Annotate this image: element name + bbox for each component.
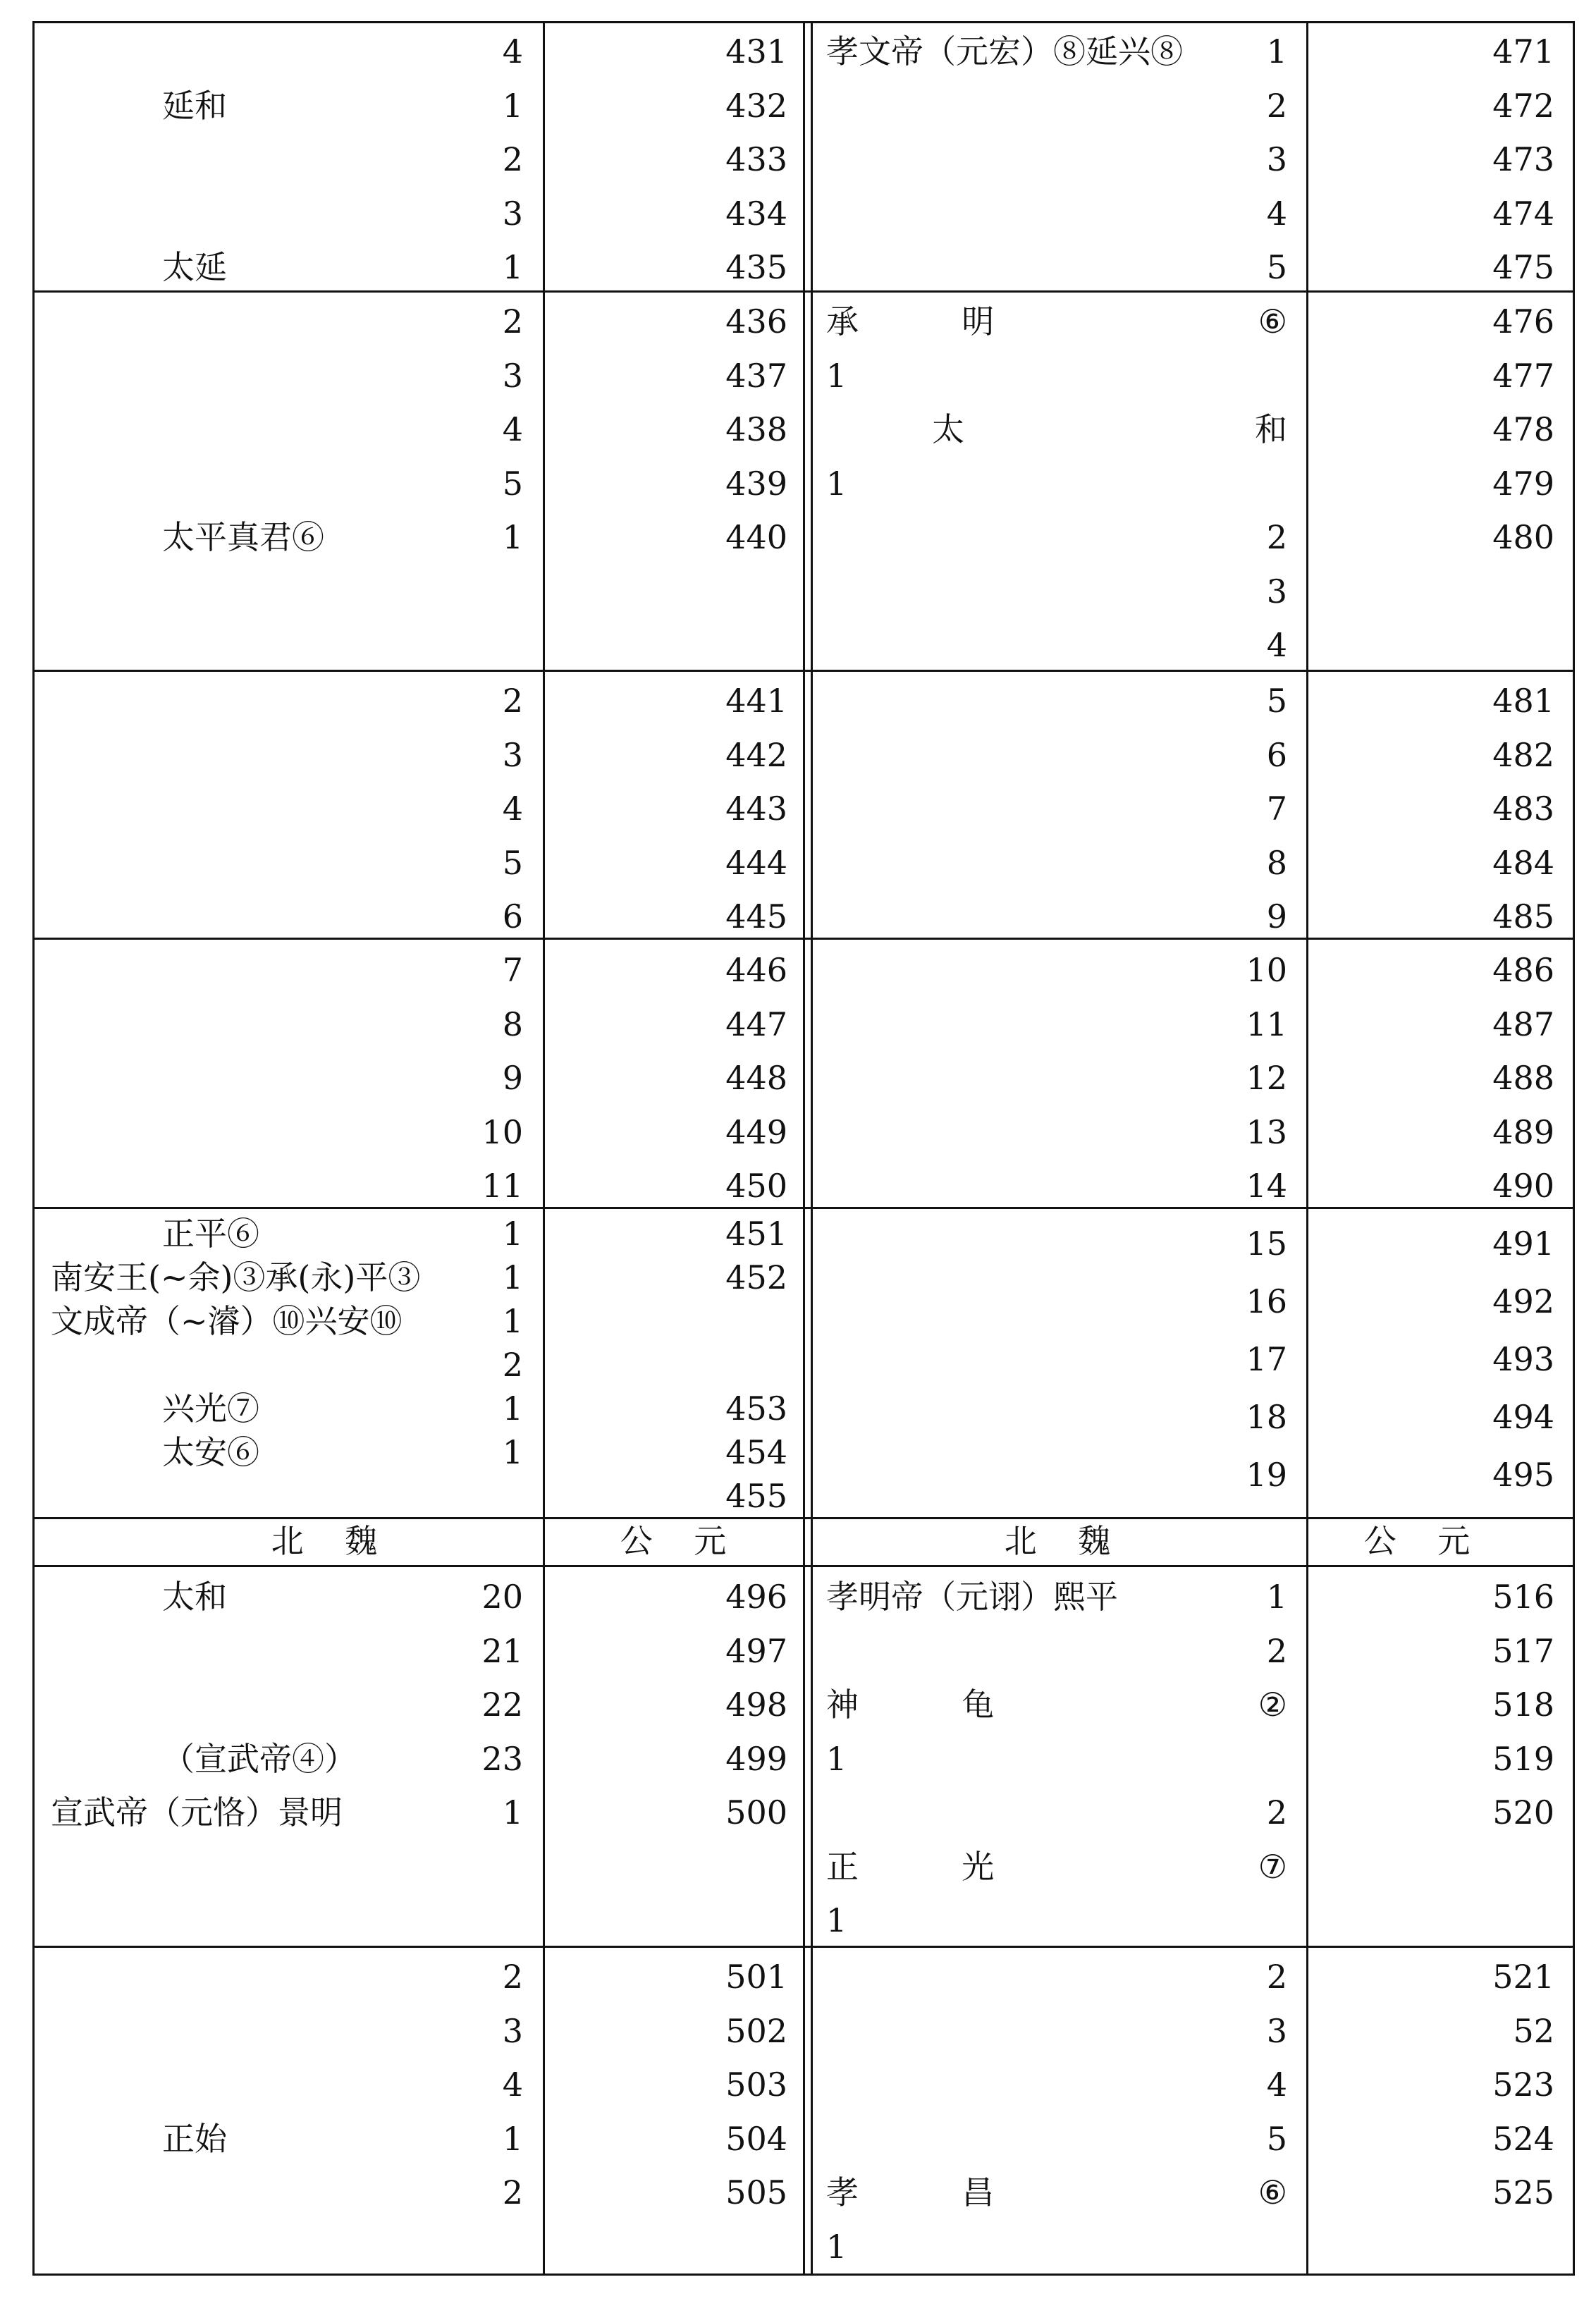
era-name-left: 南安王(~余)③承(永)平③ — [51, 1258, 421, 1296]
ce-year-left: 431 — [725, 32, 787, 70]
ce-year-right: 494 — [1492, 1398, 1554, 1436]
ce-year-right: 518 — [1492, 1686, 1554, 1724]
regnal-year-right: 3 — [1266, 140, 1287, 178]
ce-year-right: 474 — [1492, 194, 1554, 233]
ce-year-right: 486 — [1492, 951, 1554, 989]
regnal-year-left: 5 — [502, 843, 523, 882]
ce-year-left: 448 — [725, 1059, 787, 1097]
regnal-year-right: 16 — [1246, 1282, 1287, 1320]
regnal-year-right: 2 — [1266, 1631, 1287, 1670]
regnal-year-left: 6 — [502, 897, 523, 935]
era-name-right: 太 — [932, 410, 964, 448]
regnal-year-right: ② — [1258, 1686, 1287, 1724]
ce-year-left: 503 — [725, 2066, 787, 2104]
regnal-year-left: 1 — [502, 518, 523, 556]
ce-year-left: 441 — [725, 682, 787, 720]
ce-year-left: 450 — [725, 1167, 787, 1205]
ce-year-right: 479 — [1492, 464, 1554, 503]
regnal-year-right: 1 — [1266, 32, 1287, 70]
regnal-year-left: 3 — [502, 735, 523, 774]
regnal-year-right: 19 — [1246, 1456, 1287, 1494]
ce-year-right: 484 — [1492, 843, 1554, 882]
regnal-year-right: 13 — [1246, 1112, 1287, 1151]
regnal-year-left: 23 — [481, 1739, 523, 1778]
ce-year-right: 482 — [1492, 735, 1554, 774]
era-name-left: 宣武帝（元恪）景明 — [51, 1793, 343, 1831]
ce-year-right: 475 — [1492, 248, 1554, 286]
regnal-year-left: 2 — [502, 302, 523, 340]
regnal-year-left: 1 — [502, 1433, 523, 1471]
table-border-vertical — [803, 21, 805, 2276]
ce-year-left: 501 — [725, 1958, 787, 1996]
ce-year-right: 524 — [1492, 2119, 1554, 2158]
ce-year-left: 452 — [725, 1258, 787, 1296]
regnal-year-left: 3 — [502, 2011, 523, 2050]
ce-year-right: 485 — [1492, 897, 1554, 935]
ce-year-right: 488 — [1492, 1059, 1554, 1097]
era-name-right: 孝 昌 — [826, 2173, 995, 2211]
ce-year-right: 523 — [1492, 2066, 1554, 2104]
regnal-year-left: 4 — [502, 410, 523, 448]
regnal-year-right: 和 — [1255, 410, 1287, 448]
ce-year-left: 438 — [725, 410, 787, 448]
ce-year-left: 437 — [725, 356, 787, 395]
regnal-year-right: 6 — [1266, 735, 1287, 774]
table-border-vertical — [1306, 21, 1308, 2276]
ce-year-right: 520 — [1492, 1793, 1554, 1831]
ce-year-left: 454 — [725, 1433, 787, 1471]
era-name-left: 正平⑥ — [162, 1215, 259, 1253]
era-name-right: 1 — [826, 2227, 847, 2266]
era-name-right: 承 明 — [826, 302, 995, 340]
era-name-right: 1 — [826, 1739, 847, 1778]
ce-year-right: 519 — [1492, 1739, 1554, 1778]
regnal-year-left: 1 — [502, 1215, 523, 1253]
regnal-year-right: 11 — [1246, 1005, 1287, 1043]
ce-year-left: 432 — [725, 86, 787, 125]
era-name-left: 太平真君⑥ — [162, 518, 324, 556]
ce-year-right: 476 — [1492, 302, 1554, 340]
regnal-year-right: 12 — [1246, 1059, 1287, 1097]
ce-year-right: 489 — [1492, 1112, 1554, 1151]
regnal-year-left: 20 — [481, 1578, 523, 1616]
regnal-year-right: ⑥ — [1258, 302, 1287, 340]
regnal-year-right: 5 — [1266, 248, 1287, 286]
regnal-year-right: 3 — [1266, 572, 1287, 610]
ce-year-right: 516 — [1492, 1578, 1554, 1616]
era-name-right: 1 — [826, 1901, 847, 1939]
ce-year-left: 442 — [725, 735, 787, 774]
regnal-year-right: 17 — [1246, 1340, 1287, 1378]
ce-year-right: 487 — [1492, 1005, 1554, 1043]
regnal-year-left: 4 — [502, 790, 523, 828]
regnal-year-right: 15 — [1246, 1225, 1287, 1263]
ce-year-left: 504 — [725, 2119, 787, 2158]
regnal-year-left: 2 — [502, 682, 523, 720]
ce-year-left: 498 — [725, 1686, 787, 1724]
regnal-year-left: 9 — [502, 1059, 523, 1097]
regnal-year-right: 5 — [1266, 682, 1287, 720]
ce-year-left: 434 — [725, 194, 787, 233]
regnal-year-right: 8 — [1266, 843, 1287, 882]
regnal-year-right: 4 — [1266, 626, 1287, 664]
ce-year-right: 471 — [1492, 32, 1554, 70]
era-name-left: （宣武帝④） — [162, 1739, 357, 1778]
ce-year-left: 446 — [725, 951, 787, 989]
ce-year-right: 473 — [1492, 140, 1554, 178]
ce-year-right: 517 — [1492, 1631, 1554, 1670]
ce-year-left: 505 — [725, 2173, 787, 2211]
regnal-year-left: 1 — [502, 1389, 523, 1428]
ce-year-left: 439 — [725, 464, 787, 503]
era-name-right: 正 光 — [826, 1847, 995, 1886]
ce-year-right: 491 — [1492, 1225, 1554, 1263]
era-name-right: 孝文帝（元宏）⑧延兴⑧ — [826, 32, 1183, 70]
column-header-ce-right: 公 元 — [1363, 1522, 1471, 1560]
ce-year-left: 433 — [725, 140, 787, 178]
ce-year-right: 483 — [1492, 790, 1554, 828]
era-name-right: 孝明帝（元诩）熙平 — [826, 1578, 1118, 1616]
era-name-left: 正始 — [162, 2119, 227, 2158]
ce-year-right: 493 — [1492, 1340, 1554, 1378]
ce-year-left: 449 — [725, 1112, 787, 1151]
regnal-year-left: 1 — [502, 86, 523, 125]
regnal-year-left: 1 — [502, 2119, 523, 2158]
ce-year-left: 499 — [725, 1739, 787, 1778]
ce-year-right: 495 — [1492, 1456, 1554, 1494]
column-header-dynasty-left: 北 魏 — [271, 1522, 378, 1560]
ce-year-left: 443 — [725, 790, 787, 828]
ce-year-right: 477 — [1492, 356, 1554, 395]
regnal-year-left: 2 — [502, 140, 523, 178]
ce-year-left: 502 — [725, 2011, 787, 2050]
regnal-year-right: 4 — [1266, 194, 1287, 233]
ce-year-left: 440 — [725, 518, 787, 556]
regnal-year-right: 9 — [1266, 897, 1287, 935]
regnal-year-right: 2 — [1266, 518, 1287, 556]
ce-year-left: 445 — [725, 897, 787, 935]
regnal-year-left: 22 — [481, 1686, 523, 1724]
regnal-year-left: 1 — [502, 1258, 523, 1296]
era-name-left: 太安⑥ — [162, 1433, 259, 1471]
table-border-vertical — [1573, 21, 1575, 2276]
column-header-dynasty-right: 北 魏 — [1004, 1522, 1111, 1560]
regnal-year-left: 1 — [502, 248, 523, 286]
era-name-left: 文成帝（~濬）⑩兴安⑩ — [51, 1302, 403, 1340]
ce-year-right: 492 — [1492, 1282, 1554, 1320]
regnal-year-right: 7 — [1266, 790, 1287, 828]
regnal-year-right: 2 — [1266, 1793, 1287, 1831]
regnal-year-right: 10 — [1246, 951, 1287, 989]
regnal-year-left: 7 — [502, 951, 523, 989]
era-name-left: 延和 — [162, 86, 227, 125]
ce-year-left: 455 — [725, 1477, 787, 1515]
era-name-right: 1 — [826, 464, 847, 503]
regnal-year-right: 18 — [1246, 1398, 1287, 1436]
regnal-year-left: 2 — [502, 2173, 523, 2211]
table-border-vertical — [811, 21, 813, 2276]
regnal-year-left: 5 — [502, 464, 523, 503]
regnal-year-right: 5 — [1266, 2119, 1287, 2158]
table-border-vertical — [543, 21, 545, 2276]
era-name-left: 兴光⑦ — [162, 1389, 259, 1428]
regnal-year-right: ⑥ — [1258, 2173, 1287, 2211]
regnal-year-right: ⑦ — [1258, 1847, 1287, 1886]
ce-year-left: 496 — [725, 1578, 787, 1616]
regnal-year-left: 1 — [502, 1302, 523, 1340]
ce-year-left: 500 — [725, 1793, 787, 1831]
ce-year-right: 521 — [1492, 1958, 1554, 1996]
era-name-left: 太和 — [162, 1578, 227, 1616]
ce-year-left: 436 — [725, 302, 787, 340]
ce-year-right: 472 — [1492, 86, 1554, 125]
regnal-year-left: 4 — [502, 32, 523, 70]
ce-year-left: 497 — [725, 1631, 787, 1670]
regnal-year-left: 4 — [502, 2066, 523, 2104]
table-border-vertical — [32, 21, 35, 2276]
ce-year-right: 52 — [1513, 2011, 1554, 2050]
ce-year-left: 444 — [725, 843, 787, 882]
ce-year-right: 490 — [1492, 1167, 1554, 1205]
regnal-year-right: 1 — [1266, 1578, 1287, 1616]
regnal-year-left: 21 — [481, 1631, 523, 1670]
ce-year-right: 480 — [1492, 518, 1554, 556]
ce-year-left: 453 — [725, 1389, 787, 1428]
regnal-year-left: 10 — [481, 1112, 523, 1151]
era-name-left: 太延 — [162, 248, 227, 286]
column-header-ce-left: 公 元 — [620, 1522, 727, 1560]
regnal-year-left: 8 — [502, 1005, 523, 1043]
regnal-year-left: 2 — [502, 1346, 523, 1384]
regnal-year-left: 11 — [481, 1167, 523, 1205]
ce-year-right: 478 — [1492, 410, 1554, 448]
ce-year-left: 447 — [725, 1005, 787, 1043]
era-name-right: 神 龟 — [826, 1686, 995, 1724]
regnal-year-right: 2 — [1266, 86, 1287, 125]
regnal-year-left: 2 — [502, 1958, 523, 1996]
regnal-year-right: 2 — [1266, 1958, 1287, 1996]
ce-year-left: 435 — [725, 248, 787, 286]
ce-year-left: 451 — [725, 1215, 787, 1253]
regnal-year-right: 14 — [1246, 1167, 1287, 1205]
era-name-right: 1 — [826, 356, 847, 395]
regnal-year-left: 1 — [502, 1793, 523, 1831]
regnal-year-left: 3 — [502, 194, 523, 233]
regnal-year-right: 3 — [1266, 2011, 1287, 2050]
ce-year-right: 481 — [1492, 682, 1554, 720]
ce-year-right: 525 — [1492, 2173, 1554, 2211]
regnal-year-right: 4 — [1266, 2066, 1287, 2104]
regnal-year-left: 3 — [502, 356, 523, 395]
